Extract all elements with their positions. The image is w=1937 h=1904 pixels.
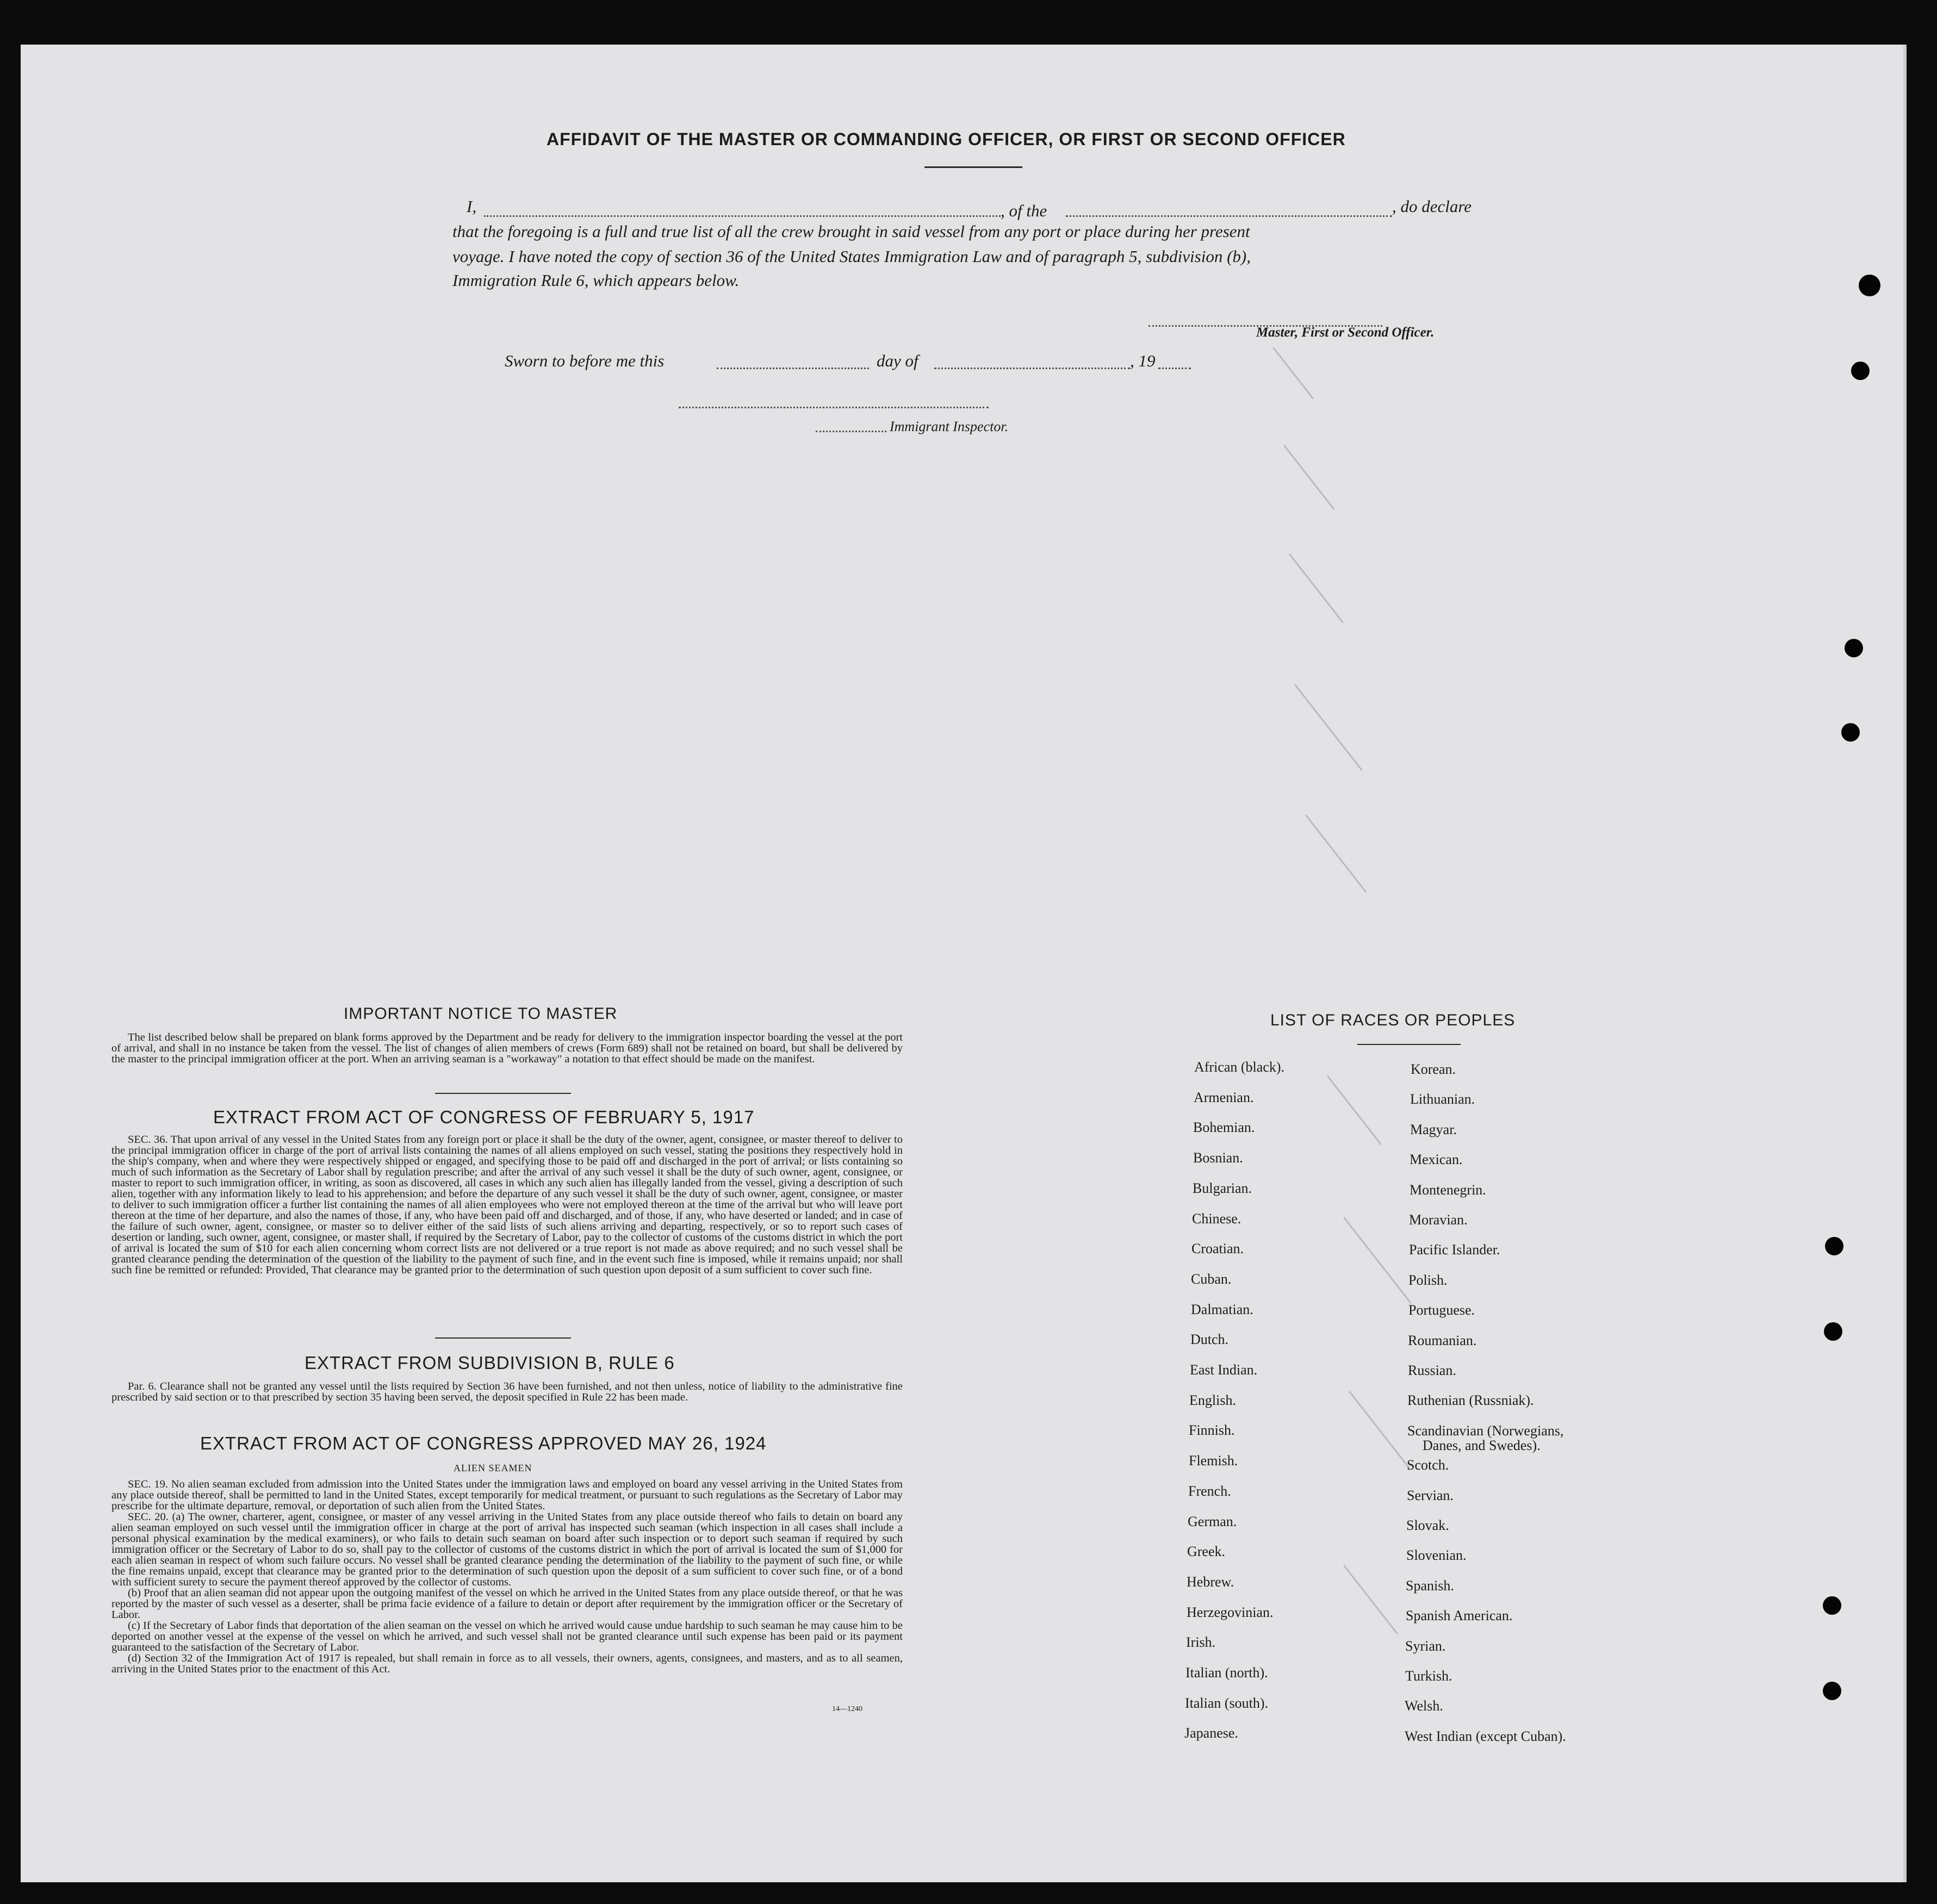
race-item: Moravian. bbox=[1409, 1212, 1468, 1228]
sec20c-text: (c) If the Secretary of Labor finds that deportation of the alien seaman on the vessel on which he arrived would cause undue hardship to such seaman he may cause him to be deported on another vessel at the expense of the vessel on which he arrived, and such vessel shall not be granted clearance until such expense has been paid or its payment guaranteed to the satisfaction of the Secretary of Labor. bbox=[111, 1620, 903, 1653]
punch-hole bbox=[1851, 362, 1870, 380]
notice-title: IMPORTANT NOTICE TO MASTER bbox=[344, 1005, 618, 1023]
race-item: English. bbox=[1189, 1392, 1236, 1408]
race-item: Greek. bbox=[1187, 1544, 1226, 1560]
race-item: Ruthenian (Russniak). bbox=[1407, 1392, 1534, 1409]
race-item: Magyar. bbox=[1410, 1121, 1457, 1137]
race-item: Danes, and Swedes). bbox=[1423, 1438, 1541, 1453]
sec19-text: SEC. 19. No alien seaman excluded from admission into the United States under the immigration laws and employed on board any vessel arriving in the United States from any place outside thereof, shall be permitted to land in the United States, except temporarily for medical treatment, or pursuant to such regulations as the Secretary of Labor may prescribe for the ultimate departure, removal, or deportation of such alien from the United States. bbox=[111, 1478, 903, 1512]
punch-hole bbox=[1824, 1322, 1842, 1341]
inspector-signature-blank[interactable] bbox=[679, 407, 989, 408]
inspector-prefix-blank bbox=[816, 431, 886, 432]
extract-1917-body bbox=[111, 1134, 903, 1275]
race-item: Japanese. bbox=[1184, 1725, 1238, 1741]
race-item: Korean. bbox=[1411, 1061, 1456, 1077]
vessel-blank[interactable] bbox=[1066, 215, 1392, 217]
race-item: Dutch. bbox=[1190, 1331, 1229, 1348]
race-item: Slovenian. bbox=[1406, 1547, 1467, 1564]
race-item: Portuguese. bbox=[1408, 1302, 1475, 1318]
sec20d-text: (d) Section 32 of the Immigration Act of 1917 is repealed, but shall remain in force as to all vessels, their owners, agents, consignees, and masters, and as to all seamen, arriving in the United States prior to the enactment of this Act. bbox=[111, 1652, 903, 1675]
punch-hole bbox=[1845, 639, 1863, 657]
divider bbox=[924, 166, 1022, 168]
race-item: Slovak. bbox=[1406, 1517, 1449, 1533]
race-item: Lithuanian. bbox=[1410, 1091, 1475, 1107]
sec20a-text: SEC. 20. (a) The owner, charterer, agent, consignee, or master of any vessel arriving in the United States from any place outside thereof who fails to detain on board any alien seaman employed on such vessel until the immigration officer in charge at the port of arrival has inspected such seaman (which inspection in all cases shall include a personal physical examination by the medical examiners), or who fails to detain such seaman on board after such inspection or to deport such seaman if required by such immigration officer or the Secretary of Labor to do so, shall pay to the collector of customs of the customs district in which the port of arrival is located the sum of $1,000 for each alien seaman in respect of whom such failure occurs. No vessel shall be granted clearance pending the determination of the liability to the payment of such fine, or while the fine remains unpaid, except that clearance may be granted prior to the determination of such question upon the deposit of a sum sufficient to cover such fine, or of a bond with sufficient surety to secure the payment thereof approved by the collector of customs. bbox=[111, 1511, 903, 1588]
race-item: Croatian. bbox=[1191, 1241, 1244, 1257]
par6-text: Par. 6. Clearance shall not be granted any vessel until the lists required by Section 36 have been furnished, and not then unless, notice of liability to the administrative fine prescribed by said section or to that prescribed by section 35 having been served, the deposit specified in Rule 22 has been made. bbox=[111, 1380, 903, 1403]
race-item: Hebrew. bbox=[1187, 1573, 1234, 1590]
extract-1924-body bbox=[111, 1479, 903, 1675]
name-blank[interactable] bbox=[484, 215, 1001, 217]
race-item: Bosnian. bbox=[1193, 1150, 1243, 1166]
race-item: Pacific Islander. bbox=[1409, 1242, 1500, 1258]
race-item: African (black). bbox=[1194, 1059, 1285, 1075]
race-item: Scotch. bbox=[1407, 1457, 1449, 1473]
divider bbox=[435, 1337, 571, 1339]
race-item: Roumanian. bbox=[1408, 1332, 1477, 1348]
punch-hole bbox=[1841, 723, 1860, 742]
year-text: , 19 bbox=[1130, 351, 1156, 370]
divider bbox=[435, 1093, 571, 1094]
alien-seamen-subtitle: ALIEN SEAMEN bbox=[454, 1463, 532, 1473]
race-item: Montenegrin. bbox=[1410, 1181, 1486, 1198]
race-item: Russian. bbox=[1408, 1362, 1456, 1378]
affidavit-line3: voyage. I have noted the copy of section 36 of the United States Immigration Law and of paragraph 5, subdivision (b), bbox=[452, 247, 1251, 266]
sec20b-text: (b) Proof that an alien seaman did not appear upon the outgoing manifest of the vessel on which he arrived in the United States from any place outside thereof, or that he was reported by the master of such vessel as a deserter, shall be prima facie evidence of a failure to detain or deport after requirement by the immigration officer or the Secretary of Labor. bbox=[111, 1587, 903, 1621]
races-title: LIST OF RACES OR PEOPLES bbox=[1270, 1011, 1516, 1029]
punch-hole bbox=[1823, 1682, 1841, 1700]
race-item: Mexican. bbox=[1410, 1152, 1463, 1168]
extract-rule6-title: EXTRACT FROM SUBDIVISION B, RULE 6 bbox=[305, 1353, 675, 1373]
punch-hole bbox=[1823, 1596, 1841, 1615]
race-item: Irish. bbox=[1186, 1634, 1216, 1651]
signature-label: Master, First or Second Officer. bbox=[1256, 325, 1435, 340]
race-item: Chinese. bbox=[1192, 1210, 1241, 1227]
form-number: 14—1240 bbox=[832, 1705, 862, 1713]
race-item: French. bbox=[1188, 1483, 1231, 1499]
sec36-text: SEC. 36. That upon arrival of any vessel in the United States from any foreign port or place it shall be the duty of the owner, agent, consignee, or master thereof to deliver to the principal immigration officer in charge of the port of arrival lists containing the names of all aliens employed on such vessel, stating the positions they respectively hold in the ship's company, when and where they were respectively shipped or engaged, and specifying those to be paid off and discharged in the port of arrival; or lists containing so much of such information as the Secretary of Labor shall by regulation prescribe; and after the arrival of any such vessel it shall be the duty of such owner, agent, consignee, or master to report to such immigration officer, in writing, as soon as discovered, all cases in which any such alien has illegally landed from the vessel, giving a description of such alien, together with any information likely to lead to his apprehension; and before the departure of any such vessel it shall be the duty of such owner, agent, consignee, or master to deliver to such immigration officer a further list containing the names of all alien employees who were not employed thereon at the time of the arrival but who will leave port thereon at the time of her departure, and also the names of those, if any, who have been paid off and discharged, and of those, if any, who have deserted or landed; and in case of the failure of such owner, agent, consignee, or master so to deliver either of the said lists of such aliens arriving and departing, respectively, or so to report such cases of desertion or landing, such owner, agent, consignee, or master shall, if required by the Secretary of Labor, pay to the collector of customs of the customs district in which the port of arrival is located the sum of $10 for each alien concerning whom correct lists are not delivered or a true report is not made as above required; and no such vessel shall be granted clearance pending the determination of the question of the liability to the payment of such fine, and in the event such fine is imposed, while it remains unpaid; nor shall such fine be remitted or refunded: Provided, That clearance may be granted prior to the determination of such question upon deposit of a sum sufficient to cover such fine. bbox=[111, 1134, 903, 1276]
sworn-day-blank[interactable] bbox=[717, 368, 869, 369]
race-item: Spanish American. bbox=[1406, 1608, 1513, 1624]
day-of-text: day of bbox=[877, 351, 918, 370]
extract-1917-title: EXTRACT FROM ACT OF CONGRESS OF FEBRUARY 5, 1917 bbox=[213, 1107, 755, 1127]
extract-rule6-body bbox=[111, 1381, 903, 1403]
race-item: Armenian. bbox=[1194, 1089, 1254, 1105]
race-item: Syrian. bbox=[1405, 1638, 1446, 1654]
extract-1924-title: EXTRACT FROM ACT OF CONGRESS APPROVED MAY 26, 1924 bbox=[200, 1433, 767, 1453]
divider bbox=[1357, 1044, 1461, 1045]
race-item: Cuban. bbox=[1191, 1271, 1232, 1287]
race-item: Finnish. bbox=[1189, 1422, 1235, 1439]
race-item: Welsh. bbox=[1405, 1698, 1443, 1714]
notice-body bbox=[111, 1032, 903, 1065]
race-item: Spanish. bbox=[1406, 1577, 1454, 1594]
race-item: Bohemian. bbox=[1193, 1119, 1255, 1136]
race-item: West Indian (except Cuban). bbox=[1405, 1728, 1566, 1744]
notice-text: The list described below shall be prepared on blank forms approved by the Department and be ready for delivery to the immigration inspector boarding the vessel at the port of arrival, and shall in no instance be taken from the vessel. The list of changes of alien members of crews (Form 689) shall not be retained on board, but shall be delivered by the master to the principal immigration officer at the port. When an arriving seaman is a "workaway" a notation to that effect should be made on the manifest. bbox=[111, 1031, 903, 1065]
race-item: Bulgarian. bbox=[1193, 1180, 1252, 1196]
race-item: Turkish. bbox=[1405, 1668, 1452, 1684]
sworn-month-blank[interactable] bbox=[934, 368, 1130, 369]
race-item: Servian. bbox=[1407, 1487, 1454, 1503]
affidavit-of-the: , of the bbox=[1001, 201, 1047, 220]
race-item: Flemish. bbox=[1189, 1453, 1238, 1469]
race-item: Italian (south). bbox=[1185, 1695, 1269, 1711]
race-item: Dalmatian. bbox=[1191, 1301, 1253, 1317]
affidavit-declare: , do declare bbox=[1392, 197, 1472, 216]
affidavit-i: I, bbox=[467, 197, 477, 216]
sworn-text: Sworn to before me this bbox=[505, 351, 665, 370]
inspector-label: Immigrant Inspector. bbox=[890, 419, 1009, 434]
sworn-year-blank[interactable] bbox=[1158, 368, 1191, 369]
race-item: Scandinavian (Norwegians, bbox=[1407, 1422, 1564, 1439]
affidavit-title: AFFIDAVIT OF THE MASTER OR COMMANDING OFFICER, OR FIRST OR SECOND OFFICER bbox=[547, 129, 1346, 149]
affidavit-line4: Immigration Rule 6, which appears below. bbox=[452, 271, 740, 290]
punch-hole bbox=[1859, 275, 1880, 296]
race-item: Polish. bbox=[1408, 1272, 1448, 1288]
race-item: East Indian. bbox=[1190, 1362, 1258, 1378]
race-item: German. bbox=[1188, 1513, 1237, 1529]
punch-hole bbox=[1825, 1237, 1843, 1255]
race-item: Herzegovinian. bbox=[1187, 1604, 1274, 1620]
affidavit-line2: that the foregoing is a full and true list of all the crew brought in said vessel from any port or place during her present bbox=[452, 222, 1250, 241]
race-item: Italian (north). bbox=[1185, 1665, 1268, 1681]
